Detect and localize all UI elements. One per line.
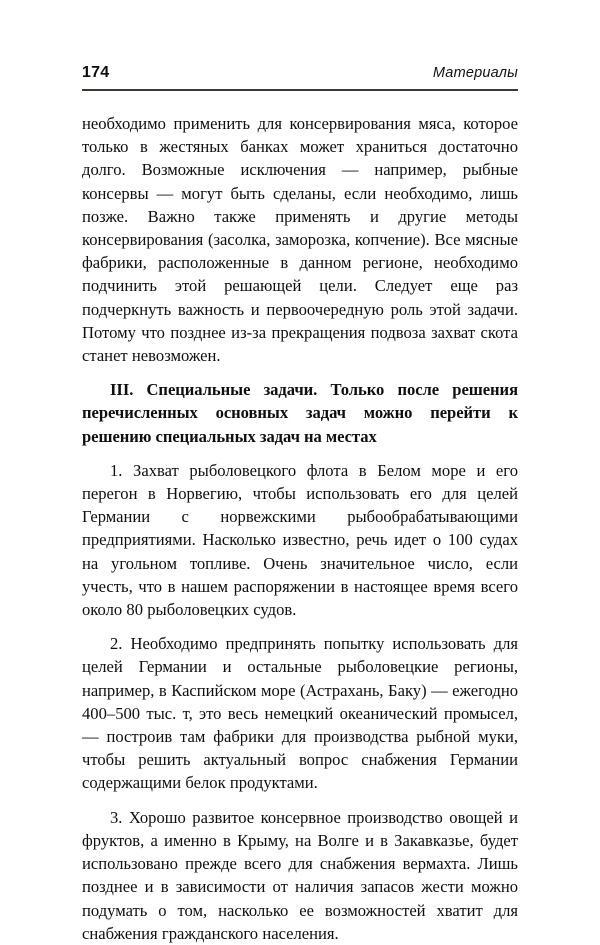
body-text-block — [82, 112, 518, 945]
section-heading-iii: III. Специальные задачи. Только после решения перечисленных основных задач можно перейти к решению специальных задач на местах — [82, 380, 518, 446]
paragraph-item-1: 1. Захват рыболовецкого флота в Белом море и его перегон в Норвегию, чтобы использовать его для целей Германии с норвежскими рыбообрабатывающими предприятиями. Насколько известно, речь идет о 100 судах на угольном топливе. Очень значительное число, если учесть, что в нашем распоряжении в настоящее время всего около 80 рыболовецких судов. — [82, 460, 518, 620]
running-head-title: Материалы — [432, 65, 518, 81]
paragraph-item-2: 2. Необходимо предпринять попытку использовать для целей Германии и остальные рыболовецкие регионы, например, в Каспийском море (Астрахань, Баку) — ежегодно 400–500 тыс. т, это весь немецкий океанический промысел, — построив там фабрики для производства рыбной муки, чтобы решить актуальный вопрос снабжения Германии содержащими белок продуктами. — [82, 634, 518, 793]
paragraph-item-3: 3. Хорошо развитое консервное производство овощей и фруктов, а именно в Крыму, на Волге и в Закавказье, будет использовано прежде всего для снабжения вермахта. Лишь позднее и в зависимости от наличия запасов жести можно подумать о том, насколько ее возможностей хватит для снабжения гражданского населения. — [82, 807, 518, 943]
page-number: 174 — [82, 64, 110, 81]
paragraph-continuation: необходимо применить для консервирования мяса, которое только в жестяных банках может храниться достаточно долго. Возможные исключения — например, рыбные консервы — могут быть сделаны, если необходимо, лишь позже. Важно также применять и другие методы консервирования (засолка, заморозка, копчение). Все мясные фабрики, расположенные в данном регионе, необходимо подчинить этой решающей цели. Следует еще раз подчеркнуть важность и первоочередную роль этой задачи. Потому что позднее из-за прекращения подвоза захват скота станет невозможен. — [82, 114, 518, 366]
header-divider-rule — [82, 89, 518, 91]
